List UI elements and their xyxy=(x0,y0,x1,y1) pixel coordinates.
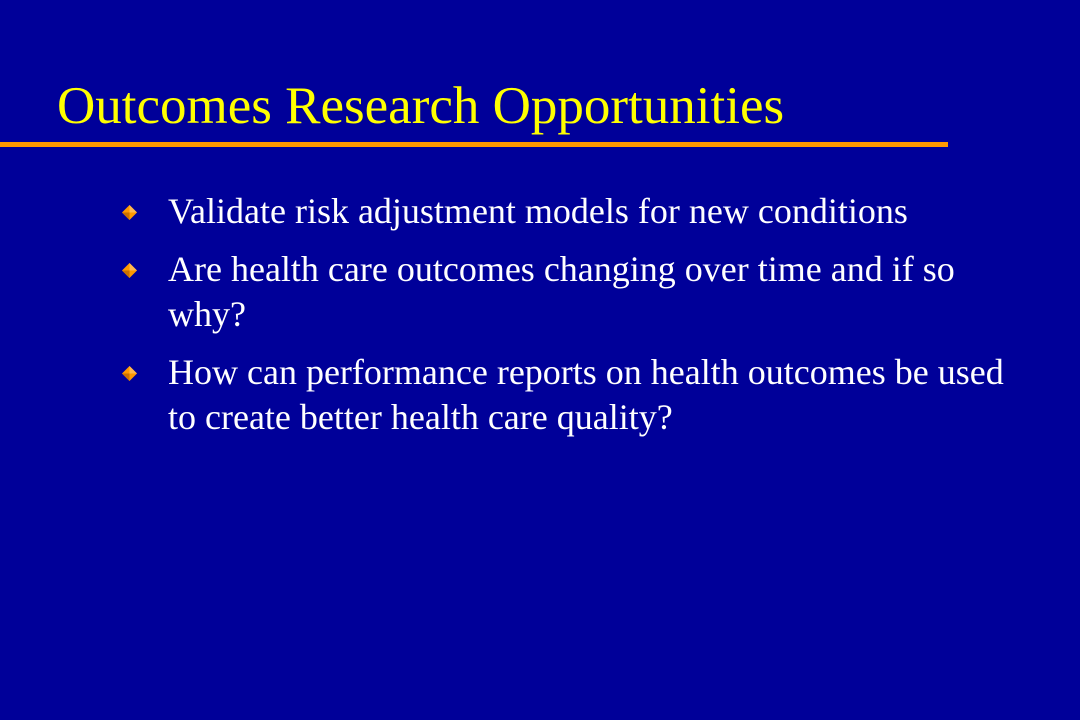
bullet-item-2 xyxy=(122,247,1032,337)
diamond-bullet-icon xyxy=(122,366,137,381)
diamond-bullet-icon xyxy=(122,263,137,278)
slide-title: Outcomes Research Opportunities xyxy=(57,77,785,135)
bullet-text-1: Validate risk adjustment models for new conditions xyxy=(168,191,908,231)
bullet-text-3: How can performance reports on health outcomes be used to create better health care quality? xyxy=(168,352,1004,437)
diamond-bullet-icon xyxy=(122,205,137,220)
bullet-item-1 xyxy=(122,189,1032,234)
title-underline-rule xyxy=(0,142,948,147)
bullet-text-2: Are health care outcomes changing over time and if so why? xyxy=(168,249,955,334)
bullet-item-3 xyxy=(122,350,1032,440)
bullet-list xyxy=(122,189,1032,453)
